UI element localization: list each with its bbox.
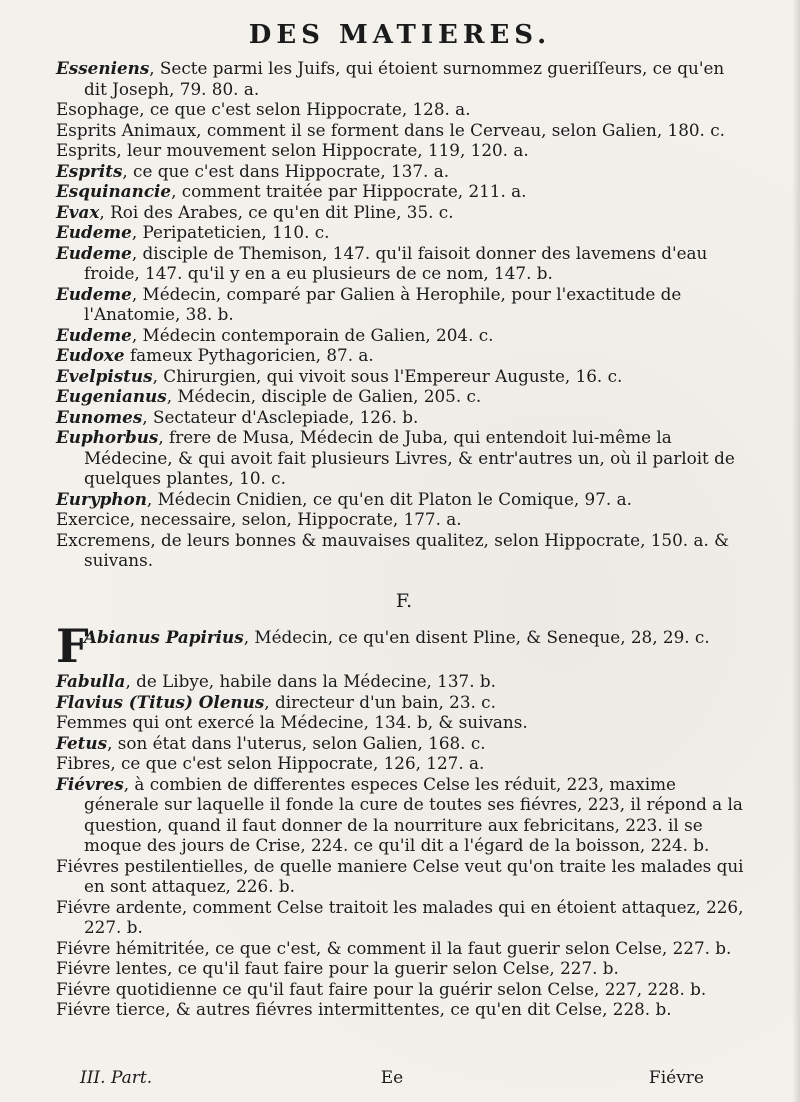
entry-head: Eudeme	[56, 222, 132, 242]
entry-text: Fiévre quotidienne ce qu'il faut faire pour la guérir selon Celse, 227, 228. b.	[56, 978, 707, 999]
entry-head: Eudeme	[56, 283, 132, 304]
entry-text: , Chirurgien, qui vivoit sous l'Empereur Auguste, 16. c.	[152, 365, 623, 386]
index-entry	[56, 120, 752, 141]
entry-text: Fiévre ardente, comment Celse traitoit les malades qui en étoient attaquez, 226, 227. b.	[56, 896, 744, 937]
entry-text: Esophage, ce que c'est selon Hippocrate, 128. a.	[56, 99, 471, 119]
index-entry	[56, 999, 752, 1020]
index-body	[56, 58, 752, 1020]
index-entry	[56, 509, 752, 530]
index-entry	[56, 222, 752, 243]
index-entry	[56, 58, 752, 99]
e-entries	[56, 58, 752, 571]
entry-text: , Roi des Arabes, ce qu'en dit Pline, 35. c.	[99, 201, 454, 222]
f-entries	[56, 671, 752, 1020]
entry-text: Fiévre tierce, & autres fiévres intermittentes, ce qu'en dit Celse, 228. b.	[56, 999, 672, 1019]
index-entry	[56, 671, 752, 692]
index-entry	[56, 99, 752, 120]
index-entry	[56, 733, 752, 754]
gathering-mark: Ee	[380, 1068, 404, 1088]
entry-text: Esprits, leur mouvement selon Hippocrate, 119, 120. a.	[56, 140, 529, 160]
index-entry	[56, 753, 752, 774]
entry-text: , Secte parmi les Juifs, qui étoient surnommez gueriſſeurs, ce qu'en dit Joseph, 79. 80. a.	[84, 58, 725, 99]
entry-head: Euphorbus	[56, 427, 159, 447]
entry-head: Eudoxe	[56, 345, 125, 365]
entry-head: Fabulla	[56, 671, 126, 691]
index-entry	[56, 243, 752, 284]
index-entry	[56, 325, 752, 346]
entry-text: , de Libye, habile dans la Médecine, 137. b.	[125, 671, 496, 691]
index-entry	[56, 407, 752, 428]
entry-text: , frere de Musa, Médecin de Juba, qui entendoit lui-même la Médecine, & qui avoit fait plusieurs Livres, & entr'autres un, où il parloit de quelques plantes, 10. c.	[84, 427, 735, 488]
entry-head: Eudeme	[56, 242, 132, 263]
index-entry	[56, 856, 752, 897]
index-entry	[56, 774, 752, 856]
entry-head: Eunomes	[56, 406, 143, 427]
entry-text: , à combien de differentes especes Celse les réduit, 223, maxime génerale sur laquelle il fonde la cure de toutes ses fiévres, 223, il répond a la question, quand il faut donner de la nourriture aux febricitans, 223. il se moque des jours de Crise, 224. ce qu'il dit a l'égard de la boisson, 224. b.	[84, 773, 743, 855]
index-entry	[56, 489, 752, 510]
entry-text: Fiévres pestilentielles, de quelle maniere Celse veut qu'on traite les malades qui en sont attaquez, 226. b.	[56, 855, 744, 896]
entry-head: Evax	[56, 201, 100, 222]
entry-text: , son état dans l'uterus, selon Galien, 168. c.	[107, 732, 486, 753]
entry-text: Fibres, ce que c'est selon Hippocrate, 126, 127. a.	[56, 753, 485, 773]
section-letter-f: F.	[395, 589, 413, 612]
index-entry	[56, 712, 752, 733]
index-entry	[56, 938, 752, 959]
entry-head: Abianus Papirius	[84, 627, 244, 647]
index-entry	[56, 140, 752, 161]
entry-head: Esquinancie	[56, 181, 172, 201]
entry-text: , directeur d'un bain, 23. c.	[264, 691, 496, 712]
index-entry	[56, 897, 752, 938]
entry-head: Eudeme	[56, 324, 132, 345]
entry-text: , Peripateticien, 110. c.	[131, 222, 330, 242]
index-entry	[56, 202, 752, 223]
signature-mark: III. Part.	[80, 1068, 153, 1088]
index-entry	[56, 692, 752, 713]
entry-text: , Médecin, disciple de Galien, 205. c.	[166, 386, 482, 406]
index-entry	[56, 284, 752, 325]
entry-text: Esprits Animaux, comment il se forment dans le Cerveau, selon Galien, 180. c.	[56, 119, 725, 140]
entry-text: Excremens, de leurs bonnes & mauvaises qualitez, selon Hippocrate, 150. a. & suivans.	[56, 529, 730, 570]
index-entry	[56, 181, 752, 202]
index-entry	[56, 958, 752, 979]
entry-text: , Sectateur d'Asclepiade, 126. b.	[142, 406, 419, 427]
entry-head: Fiévres	[56, 773, 124, 794]
entry-text: , Médecin, ce qu'en disent Pline, & Seneque, 28, 29. c.	[243, 627, 710, 647]
entry-head: Flavius (Titus) Olenus	[56, 691, 265, 712]
entry-text: , Médecin Cnidien, ce qu'en dit Platon le Comique, 97. a.	[146, 488, 632, 509]
page-header: DES MATIERES.	[248, 20, 552, 50]
index-entry	[56, 366, 752, 387]
entry-text: Femmes qui ont exercé la Médecine, 134. b, & suivans.	[56, 712, 528, 732]
entry-text: , Médecin, comparé par Galien à Herophile, pour l'exactitude de l'Anatomie, 38. b.	[84, 283, 682, 324]
entry-text: , disciple de Themison, 147. qu'il faisoit donner des lavemens d'eau froide, 147. qu'il y en a eu plusieurs de ce nom, 147. b.	[84, 242, 708, 283]
entry-text: , comment traitée par Hippocrate, 211. a.	[171, 181, 527, 201]
entry-head: Esseniens	[56, 58, 150, 78]
index-entry	[56, 386, 752, 407]
index-entry	[56, 345, 752, 366]
entry-text: Fiévre lentes, ce qu'il faut faire pour la guerir selon Celse, 227. b.	[56, 958, 619, 978]
index-entry	[56, 161, 752, 182]
entry-text: , ce que c'est dans Hippocrate, 137. a.	[122, 160, 450, 181]
entry-text: Fiévre hémitritée, ce que c'est, & comment il la faut guerir selon Celse, 227. b.	[56, 937, 732, 958]
entry-head: Fetus	[56, 732, 108, 753]
drop-cap: F	[56, 619, 89, 673]
entry-text: , Médecin contemporain de Galien, 204. c.	[131, 324, 494, 345]
catchword: Fiévre	[648, 1068, 704, 1088]
entry-head: Eugenianus	[56, 386, 167, 406]
f-first-entry	[56, 619, 752, 673]
index-entry	[56, 427, 752, 489]
entry-head: Euryphon	[56, 488, 147, 509]
index-entry	[56, 979, 752, 1000]
page-edge-shadow	[792, 0, 800, 1102]
entry-text: Exercice, necessaire, selon, Hippocrate, 177. a.	[56, 509, 462, 529]
entry-text: fameux Pythagoricien, 87. a.	[124, 345, 374, 365]
entry-head: Evelpistus	[56, 365, 153, 386]
entry-head: Esprits	[56, 160, 123, 181]
index-entry	[56, 530, 752, 571]
